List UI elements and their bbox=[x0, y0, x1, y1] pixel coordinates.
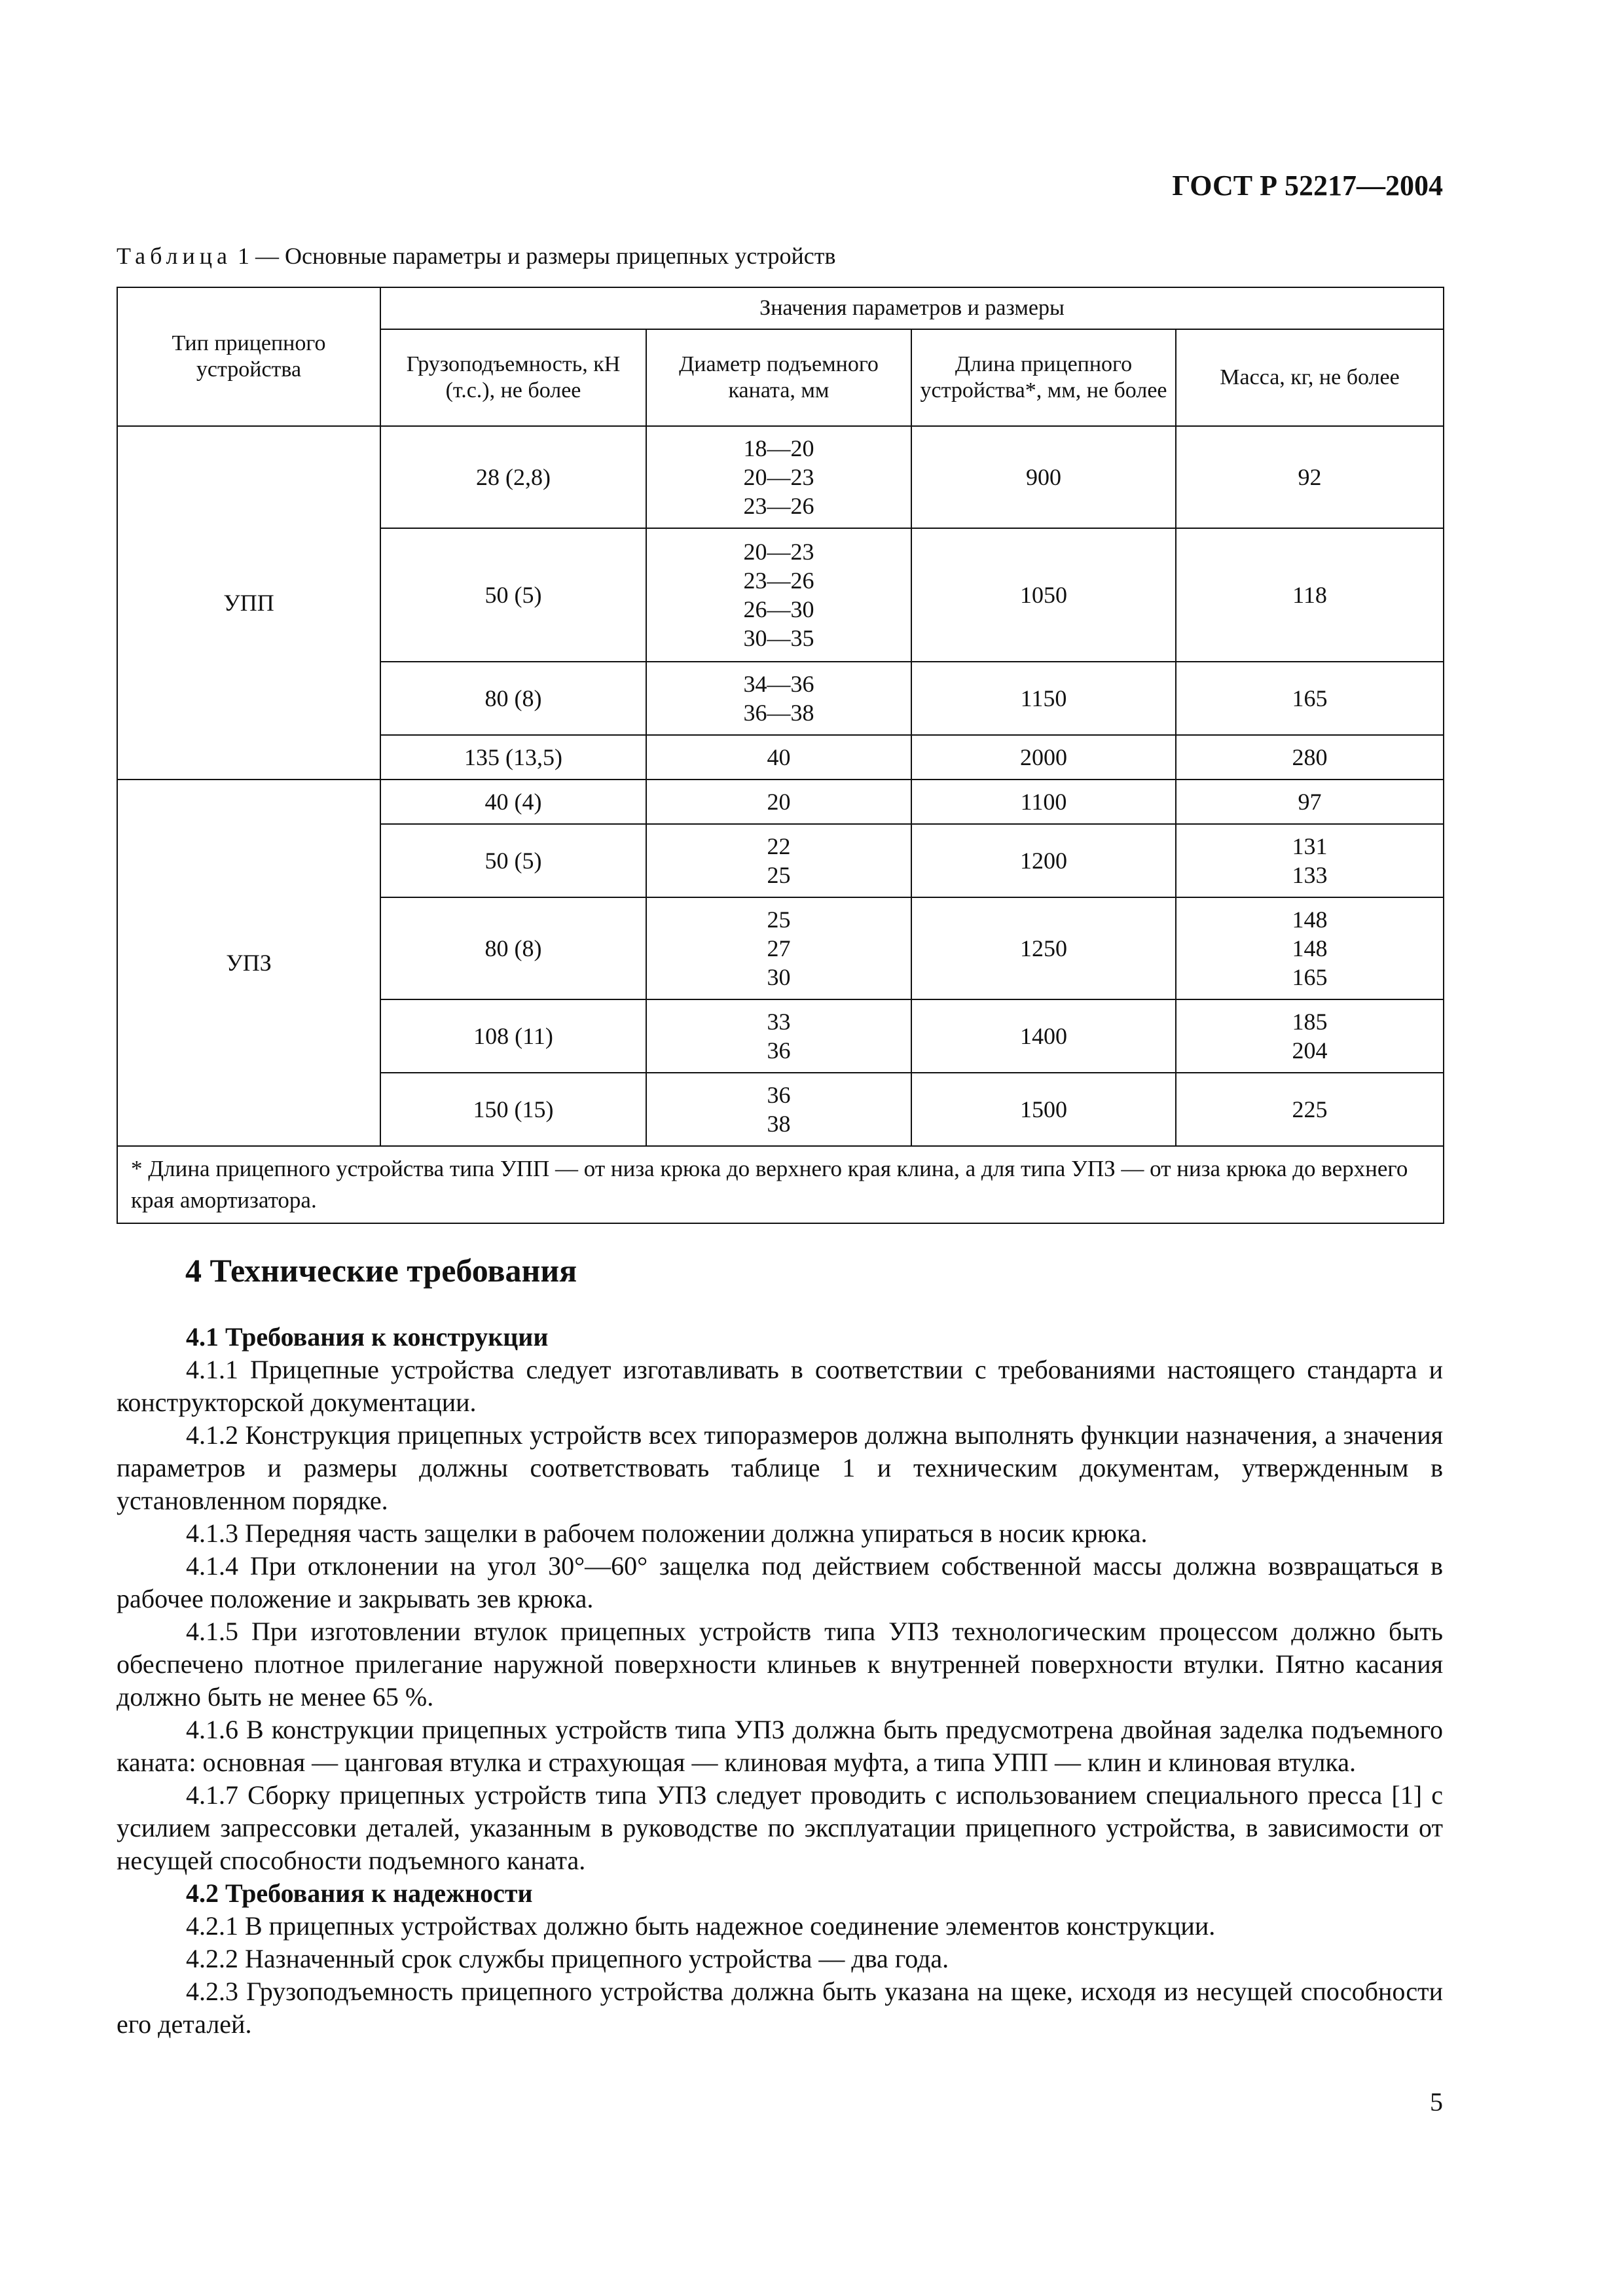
mass-cell: 118 bbox=[1176, 528, 1444, 662]
header-capacity: Грузоподъемность, кН (т.с.), не более bbox=[380, 329, 646, 426]
diameter-cell: 20 bbox=[646, 780, 911, 824]
paragraph: 4.2.2 Назначенный срок службы прицепного устройства — два года. bbox=[186, 1944, 949, 1973]
table-footnote-row bbox=[117, 1146, 1444, 1223]
paragraph: 4.1.1 Прицепные устройства следует изготавливать в соответствии с требованиями настоящего стандарта и конструкторской документации. bbox=[117, 1355, 1443, 1417]
mass-value: 131 bbox=[1292, 833, 1328, 859]
diameter-value: 36 bbox=[767, 1082, 791, 1108]
type-cell: УПП bbox=[117, 426, 380, 780]
capacity-cell: 150 (15) bbox=[380, 1073, 646, 1146]
parameters-table bbox=[117, 287, 1444, 1224]
length-cell: 1100 bbox=[911, 780, 1176, 824]
mass-cell: 280 bbox=[1176, 735, 1444, 780]
diameter-value: 38 bbox=[767, 1111, 791, 1137]
diameter-cell bbox=[646, 662, 911, 735]
table-row bbox=[117, 780, 1444, 824]
diameter-cell bbox=[646, 1073, 911, 1146]
mass-cell bbox=[1176, 824, 1444, 897]
header-diameter: Диаметр подъемного каната, мм bbox=[646, 329, 911, 426]
capacity-cell: 50 (5) bbox=[380, 528, 646, 662]
diameter-value: 33 bbox=[767, 1009, 791, 1035]
mass-cell: 225 bbox=[1176, 1073, 1444, 1146]
mass-value: 185 bbox=[1292, 1009, 1328, 1035]
diameter-value: 36—38 bbox=[743, 700, 814, 726]
diameter-cell bbox=[646, 897, 911, 999]
length-cell: 1050 bbox=[911, 528, 1176, 662]
table-caption-text: — Основные параметры и размеры прицепных устройств bbox=[249, 243, 836, 269]
diameter-value: 30 bbox=[767, 964, 791, 990]
mass-cell: 92 bbox=[1176, 426, 1444, 528]
length-cell: 1400 bbox=[911, 999, 1176, 1073]
diameter-cell bbox=[646, 426, 911, 528]
length-cell: 2000 bbox=[911, 735, 1176, 780]
subsection-heading: 4.1 Требования к конструкции bbox=[186, 1322, 549, 1352]
mass-cell: 97 bbox=[1176, 780, 1444, 824]
page-number: 5 bbox=[1430, 2087, 1443, 2117]
mass-cell bbox=[1176, 897, 1444, 999]
table-footnote: * Длина прицепного устройства типа УПП — от низа крюка до верхнего края клина, а для типа УПЗ — от низа крюка до верхнего края амортизатора. bbox=[117, 1146, 1444, 1223]
diameter-value: 22 bbox=[767, 833, 791, 859]
diameter-cell bbox=[646, 528, 911, 662]
paragraph: 4.1.4 При отклонении на угол 30°—60° защелка под действием собственной массы должна возвращаться в рабочее положение и закрывать зев крюка. bbox=[117, 1551, 1443, 1613]
capacity-cell: 50 (5) bbox=[380, 824, 646, 897]
paragraph: 4.1.6 В конструкции прицепных устройств типа УПЗ должна быть предусмотрена двойная заделка подъемного каната: основная — цанговая втулка и страхующая — клиновая муфта, а типа УПП — клин и клиновая втулка. bbox=[117, 1715, 1443, 1777]
capacity-cell: 40 (4) bbox=[380, 780, 646, 824]
diameter-value: 23—26 bbox=[743, 493, 814, 519]
capacity-cell: 135 (13,5) bbox=[380, 735, 646, 780]
mass-value: 148 bbox=[1292, 906, 1328, 933]
mass-value: 148 bbox=[1292, 935, 1328, 961]
table-caption-number: 1 bbox=[237, 243, 249, 269]
paragraph: 4.1.5 При изготовлении втулок прицепных устройств типа УПЗ технологическим процессом должно быть обеспечено плотное прилегание наружной поверхности клиньев к внутренней поверхности втулки. Пятно касания должно быть не менее 65 %. bbox=[117, 1617, 1443, 1712]
capacity-cell: 108 (11) bbox=[380, 999, 646, 1073]
diameter-value: 20—23 bbox=[743, 464, 814, 490]
diameter-value: 20—23 bbox=[743, 539, 814, 565]
length-cell: 900 bbox=[911, 426, 1176, 528]
mass-value: 204 bbox=[1292, 1037, 1328, 1064]
paragraph: 4.1.2 Конструкция прицепных устройств всех типоразмеров должна выполнять функции назначения, а значения параметров и размеры должны соответствовать таблице 1 и техническим документам, утвержденным в установленном порядке. bbox=[117, 1420, 1443, 1515]
diameter-value: 23—26 bbox=[743, 567, 814, 594]
length-cell: 1200 bbox=[911, 824, 1176, 897]
mass-value: 165 bbox=[1292, 964, 1328, 990]
capacity-cell: 80 (8) bbox=[380, 897, 646, 999]
diameter-value: 18—20 bbox=[743, 435, 814, 461]
table-row bbox=[117, 426, 1444, 528]
mass-cell bbox=[1176, 999, 1444, 1073]
section-body bbox=[117, 1321, 1443, 2041]
diameter-cell: 40 bbox=[646, 735, 911, 780]
table-caption bbox=[117, 242, 836, 270]
mass-value: 133 bbox=[1292, 862, 1328, 888]
diameter-value: 36 bbox=[767, 1037, 791, 1064]
paragraph: 4.2.1 В прицепных устройствах должно быть надежное соединение элементов конструкции. bbox=[186, 1911, 1216, 1941]
diameter-value: 30—35 bbox=[743, 625, 814, 651]
diameter-value: 27 bbox=[767, 935, 791, 961]
capacity-cell: 28 (2,8) bbox=[380, 426, 646, 528]
diameter-value: 26—30 bbox=[743, 596, 814, 622]
length-cell: 1150 bbox=[911, 662, 1176, 735]
capacity-cell: 80 (8) bbox=[380, 662, 646, 735]
diameter-value: 34—36 bbox=[743, 671, 814, 697]
table-caption-prefix: Таблица bbox=[117, 243, 232, 269]
subsection-heading: 4.2 Требования к надежности bbox=[186, 1878, 533, 1908]
diameter-cell bbox=[646, 824, 911, 897]
paragraph: 4.1.7 Сборку прицепных устройств типа УПЗ следует проводить с использованием специального пресса [1] с усилием запрессовки деталей, указанным в руководстве по эксплуатации прицепного устройства, в зависимости от несущей способности подъемного каната. bbox=[117, 1780, 1443, 1875]
document-header: ГОСТ Р 52217—2004 bbox=[1172, 170, 1443, 202]
paragraph: 4.1.3 Передняя часть защелки в рабочем положении должна упираться в носик крюка. bbox=[186, 1518, 1148, 1548]
header-mass: Масса, кг, не более bbox=[1176, 329, 1444, 426]
diameter-value: 25 bbox=[767, 862, 791, 888]
length-cell: 1250 bbox=[911, 897, 1176, 999]
diameter-value: 25 bbox=[767, 906, 791, 933]
mass-cell: 165 bbox=[1176, 662, 1444, 735]
section-title: 4 Технические требования bbox=[185, 1252, 577, 1289]
diameter-cell bbox=[646, 999, 911, 1073]
header-length: Длина прицепного устройства*, мм, не более bbox=[911, 329, 1176, 426]
header-type: Тип прицепного устройства bbox=[117, 287, 380, 426]
type-cell: УПЗ bbox=[117, 780, 380, 1146]
header-group: Значения параметров и размеры bbox=[380, 287, 1444, 329]
paragraph: 4.2.3 Грузоподъемность прицепного устройства должна быть указана на щеке, исходя из несущей способности его деталей. bbox=[117, 1977, 1443, 2039]
length-cell: 1500 bbox=[911, 1073, 1176, 1146]
